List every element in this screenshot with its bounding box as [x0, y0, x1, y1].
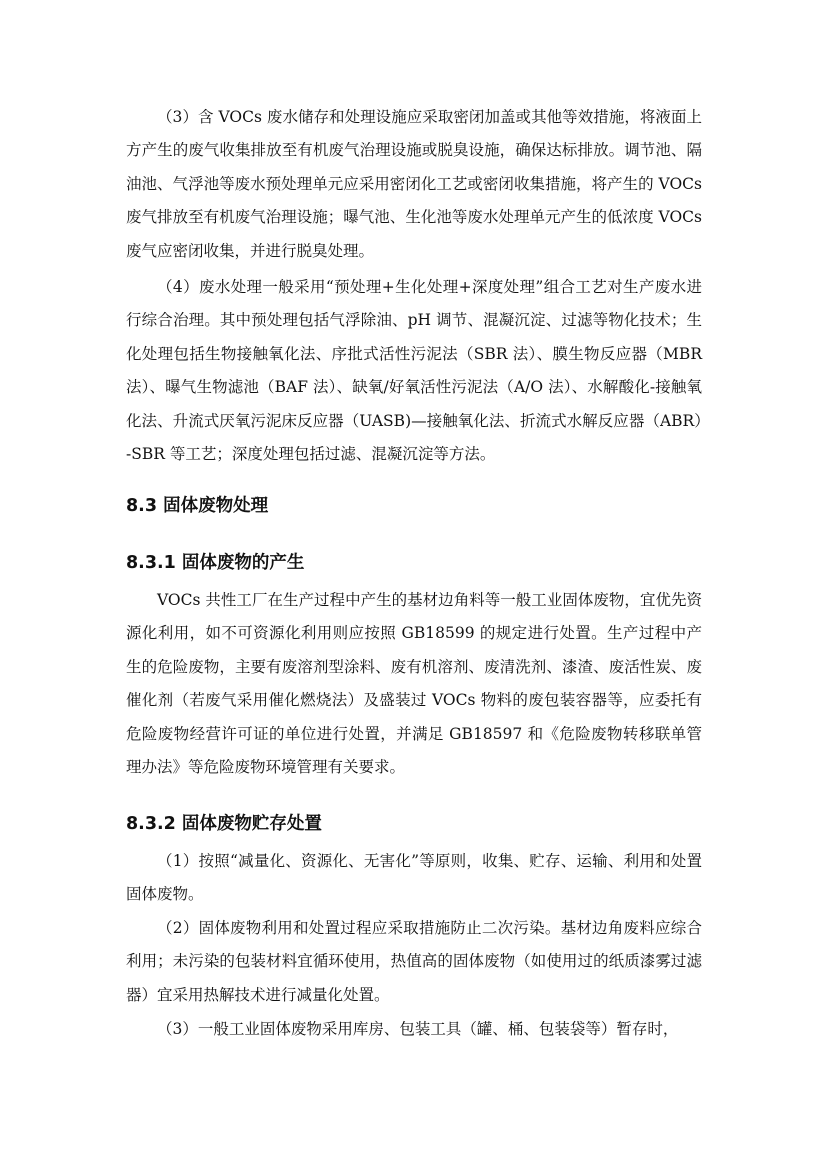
section-heading-8-3-1: 8.3.1 固体废物的产生	[126, 553, 305, 573]
paragraph-general-waste-storage: （3）一般工业固体废物采用库房、包装工具（罐、桶、包装袋等）暂存时，	[157, 1020, 679, 1038]
paragraph-secondary-pollution: （2）固体废物利用和处置过程应采取措施防止二次污染。基材边角废料应综合利用；未污染的包装材料宜循环使用，热值高的固体废物（如使用过的纸质漆雾过滤器）宜采用热解技术进行减量化处置。	[126, 919, 702, 1004]
section-heading-8-3-2: 8.3.2 固体废物贮存处置	[126, 814, 322, 834]
section-heading-8-3: 8.3 固体废物处理	[126, 496, 269, 516]
paragraph-storage-principle: （1）按照“减量化、资源化、无害化”等原则，收集、贮存、运输、利用和处置固体废物。	[126, 852, 702, 904]
paragraph-voc-wastewater-storage: （3）含 VOCs 废水储存和处理设施应采取密闭加盖或其他等效措施，将液面上方产生的废气收集排放至有机废气治理设施或脱臭设施，确保达标排放。调节池、隔油池、气浮池等废水预处理单元应采用密闭化工艺或密闭收集措施，将产生的 VOCs 废气排放至有机废气治理设施；曝气池、生化池等废水处理单元产生的低浓度 VOCs 废气应密闭收集，并进行脱臭处理。	[126, 108, 702, 260]
paragraph-wastewater-treatment-process: （4）废水处理一般采用“预处理+生化处理+深度处理”组合工艺对生产废水进行综合治理。其中预处理包括气浮除油、pH 调节、混凝沉淀、过滤等物化技术；生化处理包括生物接触氧化法、序批式活性污泥法（SBR 法）、膜生物反应器（MBR 法）、曝气生物滤池（BAF 法）、缺氧/好氧活性污泥法（A/O 法）、水解酸化-接触氧化法、升流式厌氧污泥床反应器（UASB)—接触氧化法、折流式水解反应器（ABR）-SBR 等工艺；深度处理包括过滤、混凝沉淀等方法。	[126, 278, 702, 464]
paragraph-solid-waste-generation: VOCs 共性工厂在生产过程中产生的基材边角料等一般工业固体废物，宜优先资源化利用，如不可资源化利用则应按照 GB18599 的规定进行处置。生产过程中产生的危险废物，主要有废溶剂型涂料、废有机溶剂、废清洗剂、漆渣、废活性炭、废催化剂（若废气采用催化燃烧法）及盛装过 VOCs 物料的废包装容器等，应委托有危险废物经营许可证的单位进行处置，并满足 GB18597 和《危险废物转移联单管理办法》等危险废物环境管理有关要求。	[126, 591, 702, 777]
